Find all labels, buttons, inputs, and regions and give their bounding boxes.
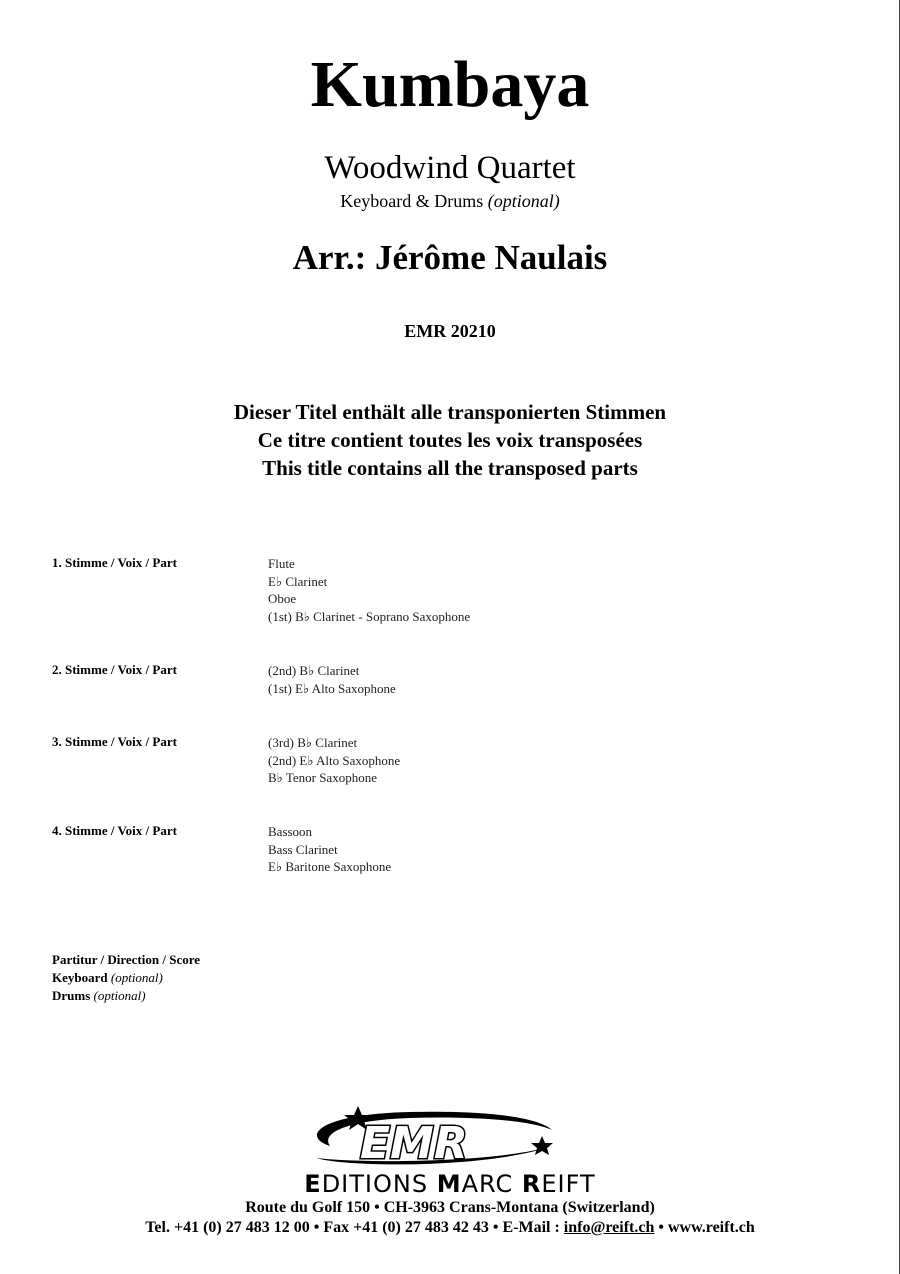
instrument-item: (3rd) B♭ Clarinet [268, 735, 358, 750]
publisher-part: ARC [461, 1170, 514, 1198]
publisher-initial-e: E [304, 1170, 322, 1198]
part-2-instruments [268, 662, 396, 697]
publisher-contact [0, 1219, 900, 1237]
instrument-item: Oboe [268, 591, 297, 606]
drums-optional: (optional) [93, 988, 146, 1003]
score-list [52, 951, 200, 1005]
instrumentation-text: Keyboard & Drums [340, 191, 484, 211]
page-title: Kumbaya [310, 48, 590, 121]
star-icon [531, 1136, 553, 1155]
drums-item [52, 987, 200, 1005]
part-1-label: 1. Stimme / Voix / Part [52, 555, 177, 570]
catalog-number: EMR 20210 [404, 321, 496, 341]
optional-note: (optional) [487, 191, 560, 211]
instrument-item: (2nd) B♭ Clarinet [268, 663, 360, 678]
transposition-notes [0, 398, 900, 482]
part-1-instruments [268, 555, 470, 625]
instrument-item: (1st) E♭ Alto Saxophone [268, 680, 396, 696]
score-item: Partitur / Direction / Score [52, 952, 201, 967]
instrumentation [0, 191, 900, 212]
publisher-name [0, 1170, 900, 1198]
note-german: Dieser Titel enthält alle transponierten Stimmen [233, 400, 667, 424]
instrument-item: (2nd) E♭ Alto Saxophone [268, 752, 401, 768]
keyboard-label: Keyboard [52, 970, 108, 985]
note-english: This title contains all the transposed parts [262, 456, 638, 480]
contact-phone-fax: Tel. +41 (0) 27 483 12 00 • Fax +41 (0) 27 483 42 43 • E-Mail : [145, 1219, 564, 1236]
part-4-label: 4. Stimme / Voix / Part [52, 823, 177, 838]
instrument-item: B♭ Tenor Saxophone [268, 770, 377, 785]
keyboard-item [52, 969, 200, 987]
part-2-label: 2. Stimme / Voix / Part [52, 662, 177, 677]
instrument-item: (1st) B♭ Clarinet - Soprano Saxophone [268, 608, 471, 624]
note-french: Ce titre contient toutes les voix transposées [257, 428, 643, 452]
drums-label: Drums [52, 988, 91, 1003]
instrument-item: Flute [268, 556, 295, 571]
keyboard-optional: (optional) [110, 970, 163, 985]
logo-text: EMR [360, 1118, 468, 1169]
instrument-item: Bass Clarinet [268, 841, 338, 857]
part-3-instruments [268, 734, 400, 787]
subtitle: Woodwind Quartet [324, 150, 576, 186]
instrument-item: E♭ Baritone Saxophone [268, 859, 392, 874]
publisher-address: Route du Golf 150 • CH-3963 Crans-Montana (Switzerland) [245, 1199, 655, 1216]
emr-logo [290, 1106, 610, 1172]
instrument-item: E♭ Clarinet [268, 573, 328, 589]
publisher-part: EIFT [541, 1170, 596, 1198]
part-4-instruments [268, 823, 391, 876]
publisher-part: DITIONS [321, 1170, 429, 1198]
publisher-initial-r: R [521, 1170, 542, 1198]
email-link[interactable]: info@reift.ch [563, 1219, 655, 1236]
instrument-item: Bassoon [268, 824, 313, 839]
website-text: • www.reift.ch [654, 1219, 755, 1236]
arranger: Arr.: Jérôme Naulais [292, 238, 608, 277]
publisher-initial-m: M [436, 1170, 462, 1198]
part-3-label: 3. Stimme / Voix / Part [52, 734, 177, 749]
